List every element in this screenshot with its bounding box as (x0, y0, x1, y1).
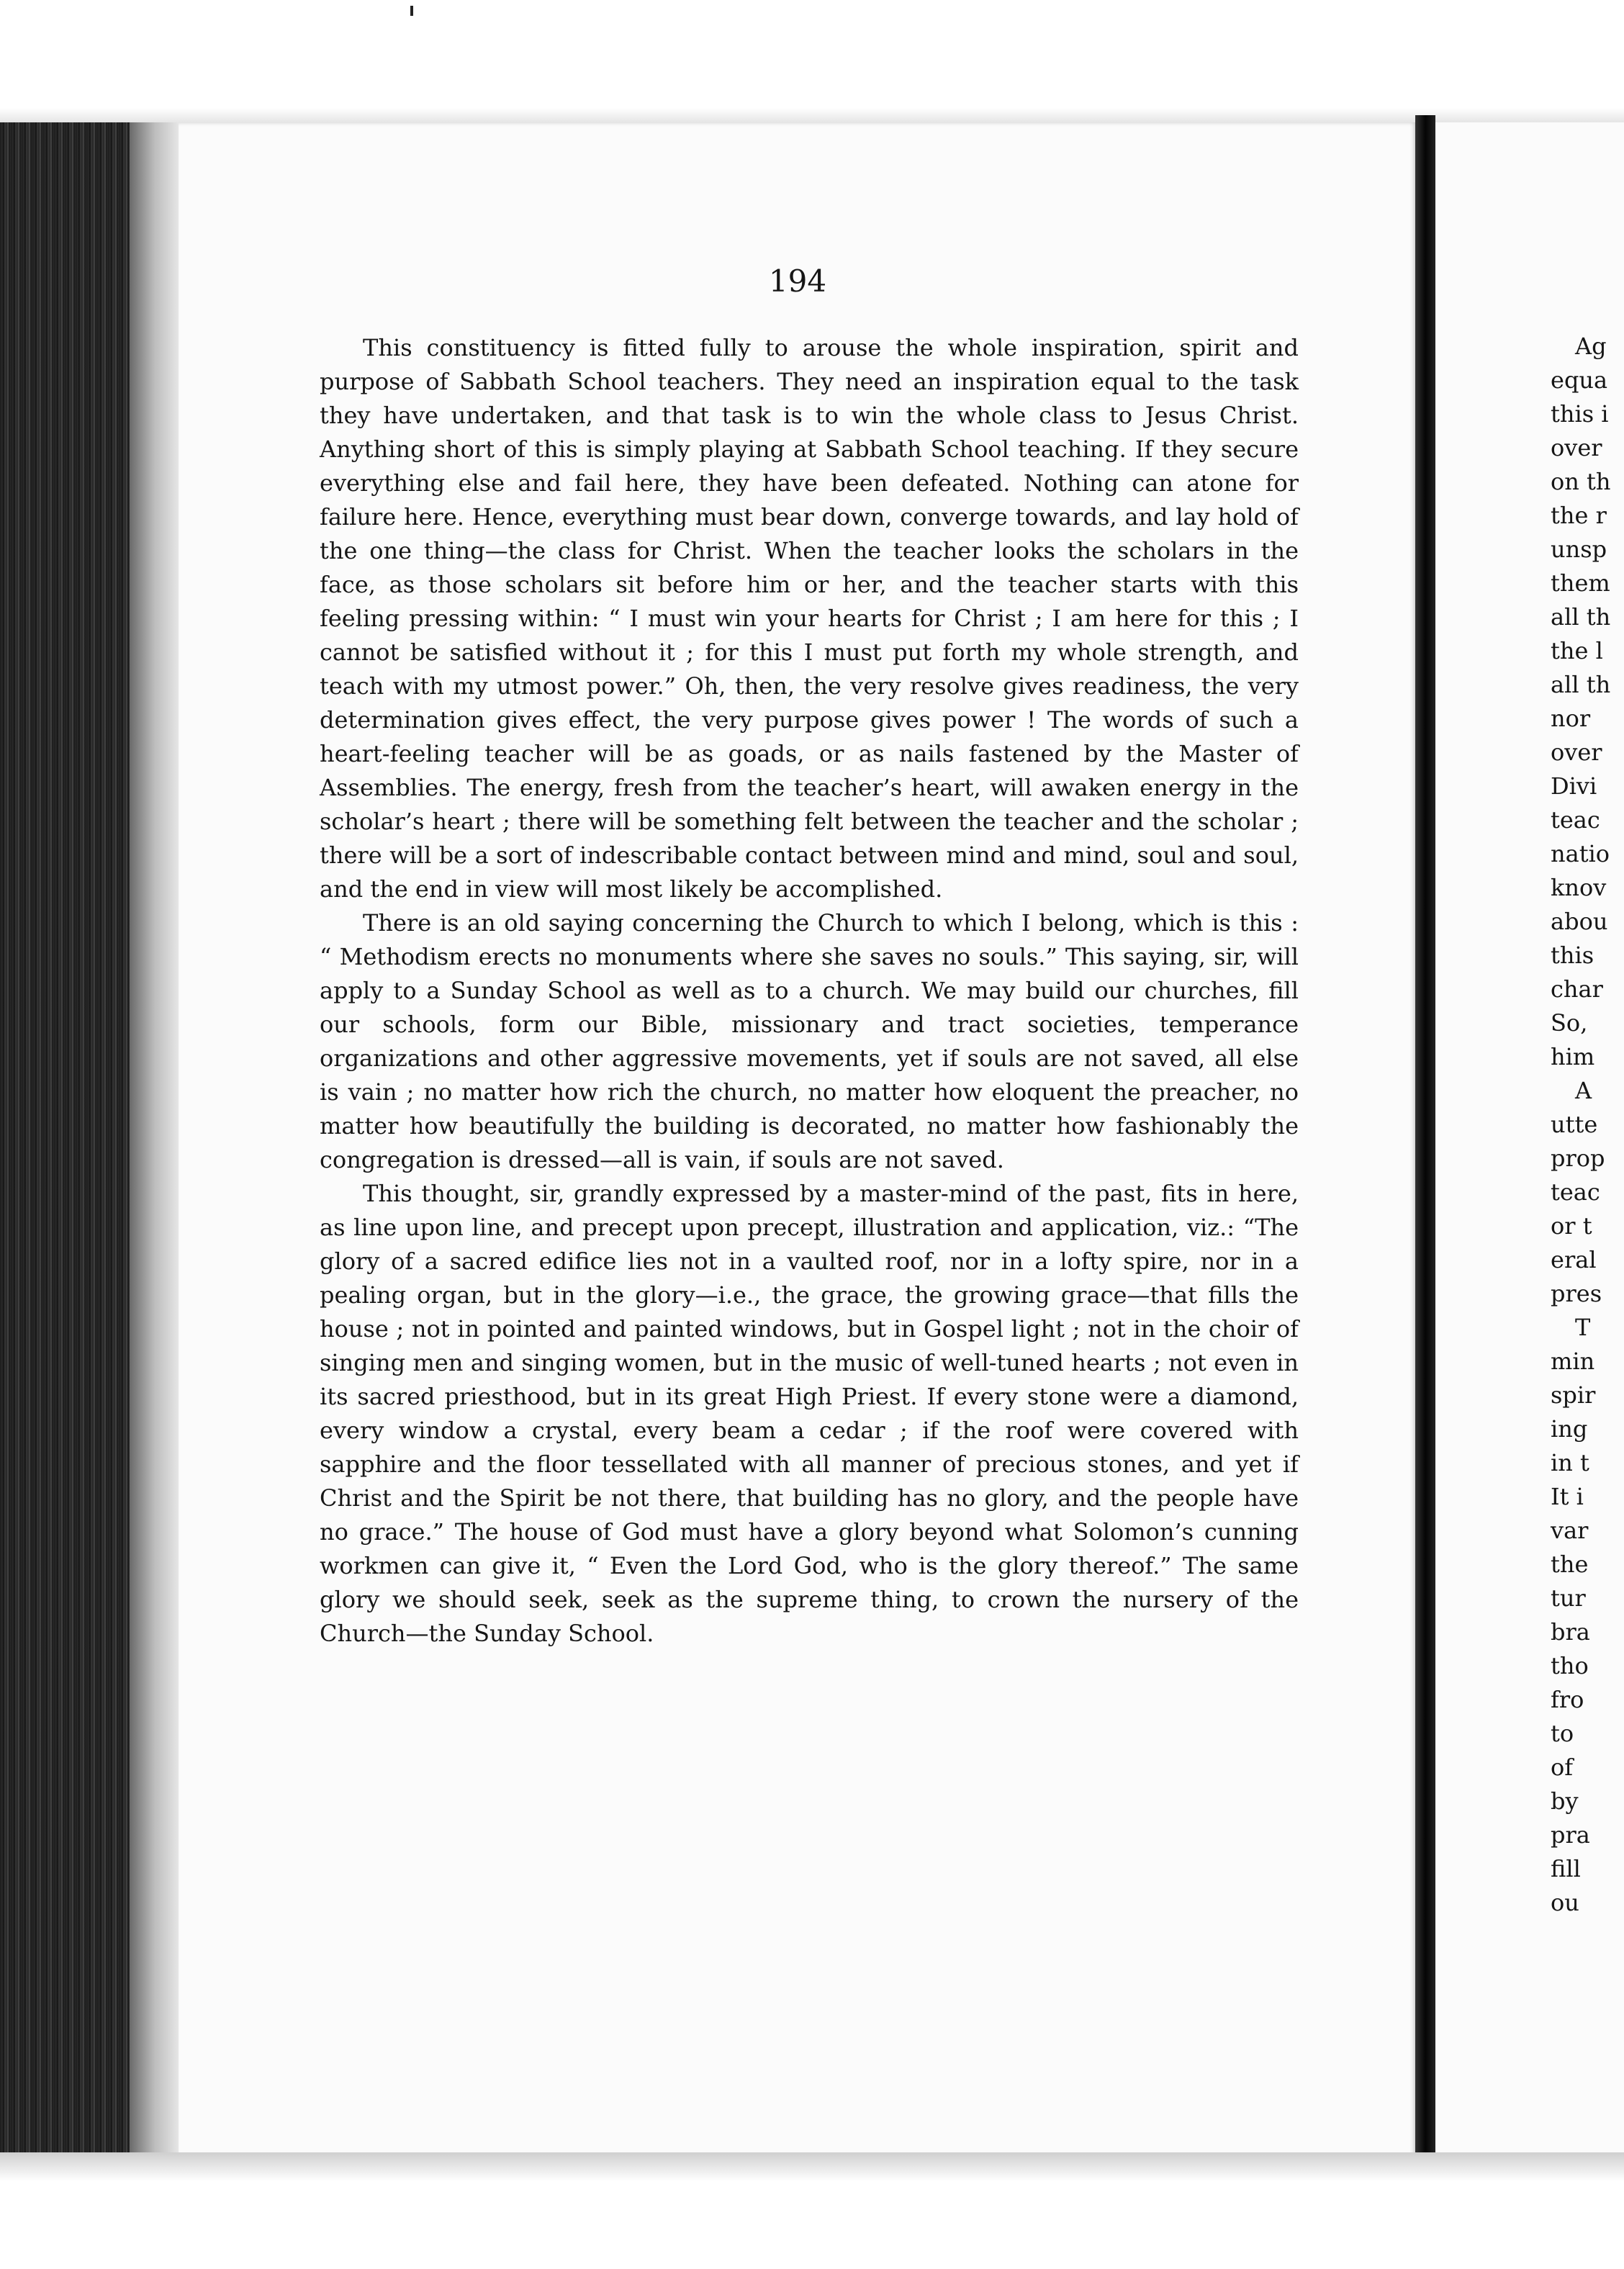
paragraph: This constituency is fitted fully to arouse the whole inspiration, spirit and purpose of Sabbath School teachers. They need an inspiration equal to the task they have undertaken, and that task is to win the whole class to Jesus Christ. Anything short of this is simply playing at Sabbath School teaching. If they secure everything else and fail here, they have been defeated. Nothing can atone for failure here. Hence, everything must bear down, converge towards, and lay hold of the one thing—the class for Christ. When the teacher looks the scholars in the face, as those scholars sit before him or her, and the teacher starts with this feeling pressing within: “ I must win your hearts for Christ ; I am here for this ; I cannot be satisfied without it ; for this I must put forth my whole strength, and teach with my utmost power.” Oh, then, the very resolve gives readiness, the very determination gives effect, the very purpose gives power ! The words of such a heart-feeling teacher will be as goads, or as nails fastened by the Master of Assemblies. The energy, fresh from the teacher’s heart, will awaken energy in the scholar’s heart ; there will be something felt between the teacher and the scholar ; there will be a sort of indescribable contact between mind and mind, soul and soul, and the end in view will most likely be accomplished. (320, 334, 1299, 903)
right-page-line: var (1551, 1517, 1589, 1544)
right-page-line: of (1551, 1754, 1574, 1781)
right-page-line: this (1551, 942, 1594, 969)
right-page-line: utte (1551, 1111, 1598, 1138)
left-page-body (320, 331, 1299, 1651)
book-gutter (1415, 115, 1435, 2167)
right-page-line: prop (1551, 1145, 1605, 1172)
left-page (179, 122, 1417, 2160)
right-page-line: spir (1551, 1381, 1596, 1409)
right-page-line: on th (1551, 468, 1611, 495)
right-page-line: Ag (1575, 333, 1607, 360)
right-page-line: tho (1551, 1652, 1589, 1679)
right-page-line: the (1551, 1551, 1589, 1578)
right-page-line: him (1551, 1043, 1595, 1070)
right-page-line: by (1551, 1787, 1579, 1815)
right-page-line: over (1551, 739, 1602, 766)
right-page-line: to (1551, 1720, 1574, 1747)
right-page-line: It i (1551, 1483, 1584, 1510)
right-page-line: unsp (1551, 536, 1607, 563)
right-page-line: Divi (1551, 772, 1597, 800)
right-page-line: ing (1551, 1415, 1588, 1443)
right-page (1435, 122, 1624, 2160)
right-page-line: equa (1551, 366, 1608, 394)
scan-speck (410, 6, 413, 16)
right-page-line: all th (1551, 671, 1611, 698)
right-page-line: them (1551, 569, 1610, 597)
right-page-line: So, (1551, 1009, 1588, 1037)
bottom-shadow (0, 2152, 1624, 2181)
right-page-line: in t (1551, 1449, 1589, 1476)
right-page-line: A (1575, 1077, 1592, 1104)
right-page-line: pra (1551, 1821, 1590, 1849)
right-page-line: the r (1551, 502, 1607, 529)
right-page-line: this i (1551, 400, 1609, 428)
right-page-line: eral (1551, 1246, 1597, 1273)
right-page-line: T (1575, 1314, 1591, 1341)
right-page-line: teac (1551, 806, 1600, 834)
right-page-line: bra (1551, 1618, 1590, 1646)
paragraph: This thought, sir, grandly expressed by a master-mind of the past, fits in here, as line upon line, and precept upon precept, illustration and application, viz.: “The glory of a sacred edifice lies not in a vaulted roof, nor in a lofty spire, nor in a pealing organ, but in the glory—i.e., the grace, the growing grace—that fills the house ; not in pointed and painted windows, but in Gospel light ; not in the choir of singing men and singing women, but in the music of well-tuned hearts ; not even in its sacred priesthood, but in its great High Priest. If every stone were a diamond, every window a crystal, every beam a cedar ; if the roof were covered with sapphire and the floor tessellated with all manner of precious stones, and yet if Christ and the Spirit be not there, that building has no glory, and the people have no grace.” The house of God must have a glory beyond what Solomon’s cunning workmen can give it, “ Even the Lord God, who is the glory thereof.” The same glory we should seek, seek as the supreme thing, to crown the nursery of the Church—the Sunday School. (320, 1180, 1299, 1647)
right-page-line: the l (1551, 637, 1603, 664)
right-page-line: nor (1551, 705, 1591, 732)
right-page-line: pres (1551, 1280, 1602, 1307)
right-page-line: min (1551, 1348, 1595, 1375)
right-page-line: knov (1551, 874, 1607, 901)
right-page-line: natio (1551, 840, 1610, 867)
right-page-line: all th (1551, 603, 1611, 631)
right-page-line: over (1551, 434, 1602, 461)
right-page-line: or t (1551, 1212, 1592, 1240)
right-page-line: ou (1551, 1889, 1579, 1916)
book-page-edges (0, 122, 180, 2167)
right-page-line: abou (1551, 908, 1608, 935)
page-number: 194 (768, 263, 827, 299)
right-page-line: fro (1551, 1686, 1584, 1713)
right-page-line: tur (1551, 1584, 1586, 1612)
right-page-line: fill (1551, 1855, 1581, 1882)
paragraph: There is an old saying concerning the Church to which I belong, which is this : “ Methodism erects no monuments where she saves no souls.” This saying, sir, will apply to a Sunday School as well as to a church. We may build our churches, fill our schools, form our Bible, missionary and tract societies, temperance organizations and other aggressive movements, yet if souls are not saved, all else is vain ; no matter how rich the church, no matter how eloquent the preacher, no matter how beautifully the building is decorated, no matter how fashionably the congregation is dressed—all is vain, if souls are not saved. (320, 909, 1299, 1173)
right-page-line: teac (1551, 1178, 1600, 1206)
right-page-line: char (1551, 975, 1603, 1003)
right-page-body (1551, 330, 1624, 1920)
